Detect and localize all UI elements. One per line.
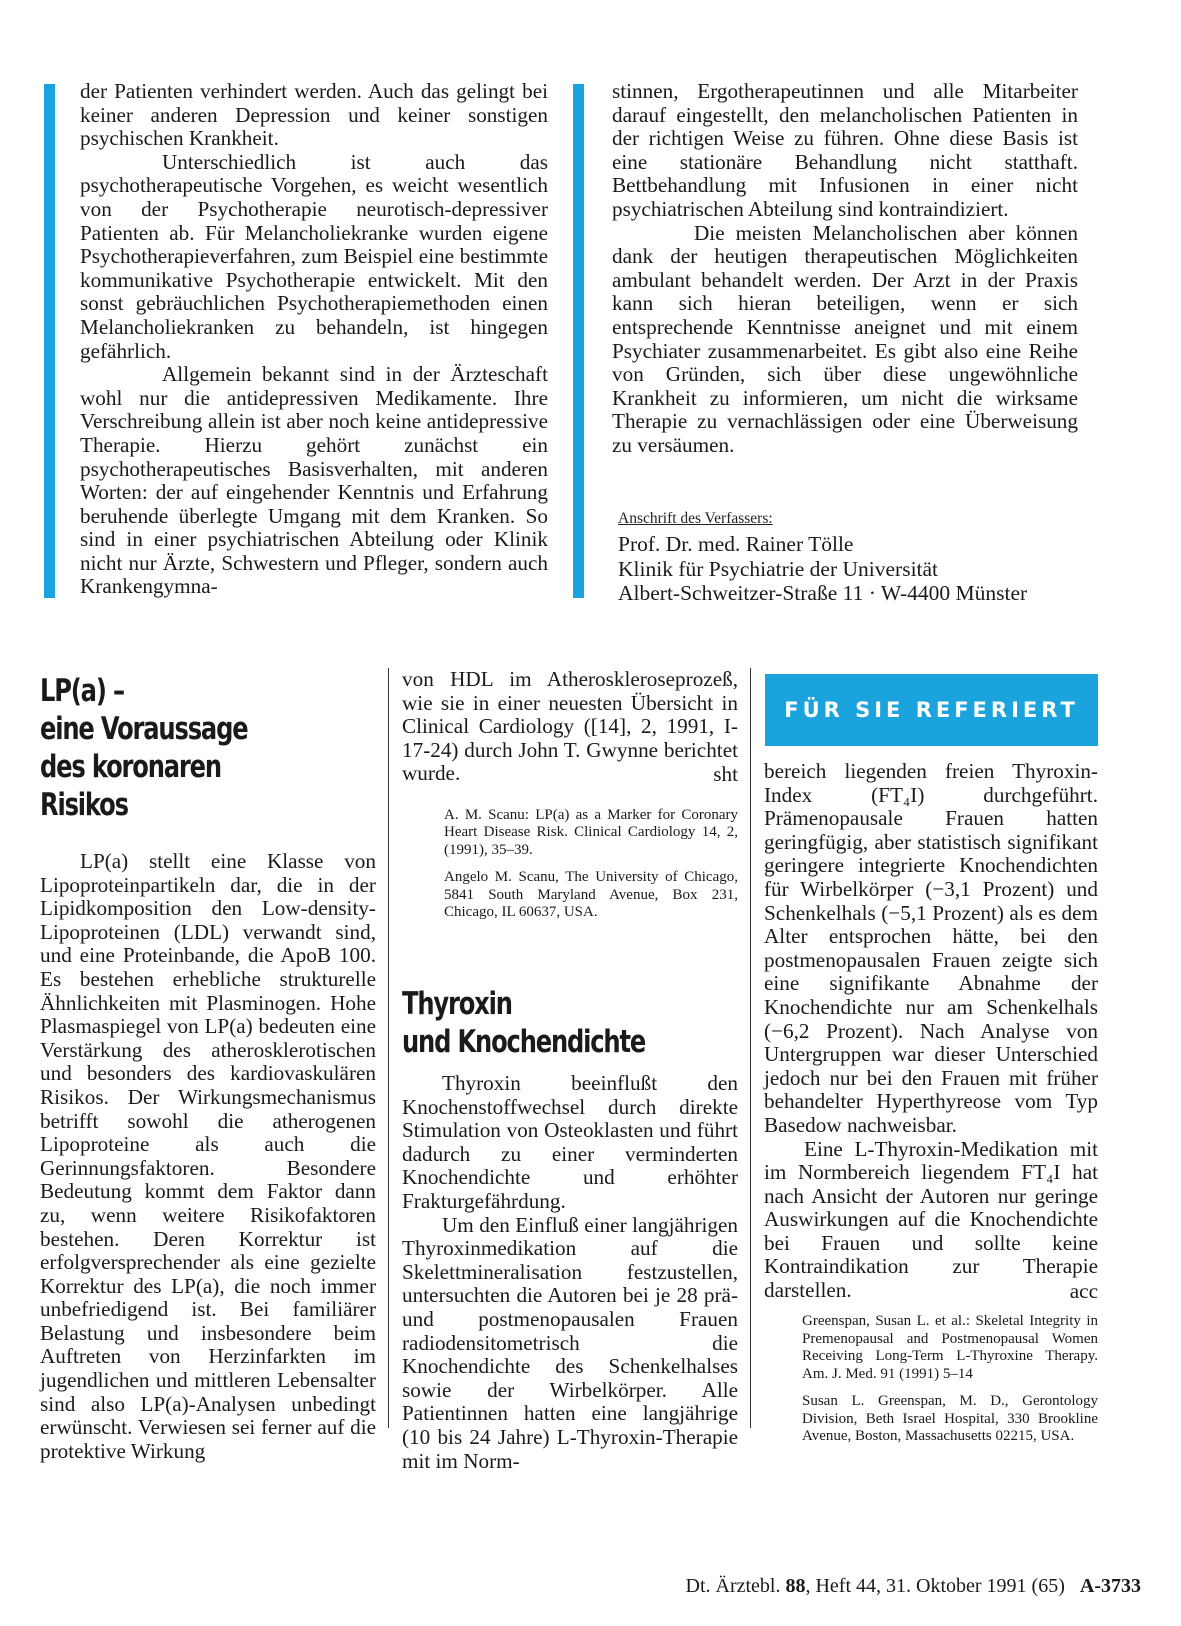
- accent-bar-left: [44, 84, 55, 598]
- reference: A. M. Scanu: LP(a) as a Marker for Coronary Heart Disease Risk. Clinical Cardiology 14, 2, (1991), 35–39.: [444, 806, 738, 858]
- paragraph: von HDL im Atheroskleroseprozeß, wie sie in einer neuesten Übersicht in Clinical Cardiology ([14], 2, 1991, I-17-24) durch John T. Gwynne berichtet wurde.: [402, 667, 738, 786]
- paragraph: Allgemein bekannt sind in der Ärzteschaft wohl nur die antidepressiven Medikamente. Ihre Verschreibung allein ist aber noch keine antidepressive Therapie. Hierzu gehört zunächst ein psychotherapeutisches Basisverhalten, mit anderen Worten: der auf eingehender Kenntnis und Erfahrung beruhende überlegte Umgang mit dem Kranken. So sind in einer psychiatrischen Abteilung oder Klinik nicht nur Ärzte, Schwestern und Pfleger, sondern auch Krankengymna-: [80, 362, 548, 599]
- journal-name: Dt. Ärztebl.: [685, 1575, 781, 1597]
- address-line: Klinik für Psychiatrie der Universität: [618, 556, 939, 581]
- paragraph: Die meisten Melancholischen aber können dank der heutigen therapeutischen Möglichkeiten ambulant behandelt werden. Der Arzt in der Praxis kann sich hieran beteiligen, wenn er sich entsprechende Kenntnisse aneignet und mit einem Psychiater zusammenarbeitet. Es gibt also eine Reihe von Gründen, sich über diese ungewöhnliche Krankheit zu informieren, um nicht die wirksame Therapie zu vernachlässigen oder eine Überweisung zu versäumen.: [612, 220, 1078, 457]
- paragraph: Um den Einfluß einer langjährigen Thyroxinmedikation auf die Skelettmineralisation festzustellen, untersuchten die Autoren bei je 28 prä- und postmenopausalen Frauen radiodensitometrisch die Knochendichte des Schenkelhalses sowie der Wirbelkörper. Alle Patientinnen hatten eine langjährige (10 bis 24 Jahre) L-Thyroxin-Therapie mit im Norm-: [402, 1212, 738, 1473]
- author-initials: acc: [1069, 1278, 1098, 1303]
- lpa-references: [402, 807, 738, 922]
- page-footer: [686, 1575, 1142, 1598]
- thyroxin-headline: [402, 985, 738, 1061]
- thyroxin-right-column: [764, 760, 1098, 1456]
- paragraph: der Patienten verhindert werden. Auch das gelingt bei keiner anderen Depression und keiner sonstigen psychischen Krankheit.: [80, 79, 548, 151]
- reference: Angelo M. Scanu, The University of Chicago, 5841 South Maryland Avenue, Box 231, Chicago, IL 60637, USA.: [444, 869, 738, 921]
- paragraph: LP(a) stellt eine Klasse von Lipoproteinpartikeln dar, die in der Lipidkomposition den Low-density-Lipoproteinen (LDL) verwandt sind, und eine Proteinbande, die ApoB 100. Es bestehen erhebliche strukturelle Ähnlichkeiten mit Plasminogen. Hohe Plasmaspiegel von LP(a) bedeuten eine Verstärkung des atherosklerotischen und besonders des kardiovaskulären Risikos. Der Wirkungsmechanismus betrifft sowohl die atherogenen Lipoproteine als auch die Gerinnungsfaktoren. Besondere Bedeutung kommt dem Faktor dann zu, wenn weitere Risikofaktoren bestehen. Deren Korrektur ist erfolgversprechender als eine gezielte Korrektur des LP(a), die noch immer unbefriedigend ist. Bei familiärer Belastung und insbesondere beim Auftreten von Herzinfarkten im jugendlichen und mittleren Lebensalter sind also LP(a)-Analysen unbedingt erwünscht. Verwiesen sei ferner auf die protektive Wirkung: [40, 849, 376, 1463]
- reference: Susan L. Greenspan, M. D., Gerontology Division, Beth Israel Hospital, 330 Brookline Avenue, Boston, Massachusetts 02215, USA.: [802, 1393, 1098, 1445]
- section-banner: [765, 674, 1098, 746]
- top-right-column: [612, 80, 1078, 458]
- paragraph: bereich liegenden freien Thyroxin-Index (FT₄I) durchgeführt. Prämenopausale Frauen hatten geringfügig, aber statistisch signifikant geringere integrierte Knochendichten für Wirbelkörper (−3,1 Prozent) und Schenkelhals (−5,1 Prozent) als es dem Alter entsprochen hätte, bei den postmenopausalen Frauen zeigte sich eine signifikante Abnahme der Knochendichte nur am Schenkelhals (−6,2 Prozent). Nach Analyse von Untergruppen war dieser Unterschied jedoch nur bei den Frauen mit früher behandelter Hyperthyreose vom Typ Basedow nachweisbar.: [764, 759, 1098, 1137]
- reference: Greenspan, Susan L. et al.: Skeletal Integrity in Premenopausal and Postmenopausal Women Receiving Long-Term L-Thyroxine Therapy. Am. J. Med. 91 (1991) 5–14: [802, 1313, 1098, 1382]
- thyroxin-body: [402, 1072, 738, 1473]
- author-initials: sht: [713, 761, 738, 786]
- journal-issue: , Heft 44, 31. Oktober 1991 (65): [805, 1575, 1065, 1597]
- top-left-column: [80, 80, 548, 599]
- paragraph: Eine L-Thyroxin-Medikation mit im Normbereich liegendem FT₄I hat nach Ansicht der Autoren nur geringe Auswirkungen auf die Knochendichte bei Frauen und sollte keine Kontraindikation zur Therapie darstellen.: [764, 1136, 1098, 1303]
- address-label: Anschrift des Verfassers:: [618, 510, 773, 527]
- article-title: LP(a) – eine Voraussage des koronaren Risikos: [40, 673, 248, 823]
- lpa-body: [40, 850, 376, 1463]
- address-line: Prof. Dr. med. Rainer Tölle: [618, 532, 854, 556]
- column-divider: [388, 668, 389, 1428]
- page-number: A-3733: [1079, 1575, 1141, 1597]
- accent-bar-right: [573, 84, 584, 598]
- column-divider: [750, 668, 751, 1428]
- article-title: Thyroxin und Knochendichte: [402, 986, 646, 1060]
- banner-label: FÜR SIE REFERIERT: [784, 698, 1079, 722]
- lpa-continuation: [402, 668, 738, 932]
- paragraph: Thyroxin beeinflußt den Knochenstoffwechsel durch direkte Stimulation von Osteoklasten und führt dadurch zu einer verminderten Knochendichte und erhöhter Frakturgefährdung.: [402, 1071, 738, 1213]
- thyroxin-references: [764, 1313, 1098, 1446]
- paragraph: stinnen, Ergotherapeutinnen und alle Mitarbeiter darauf eingestellt, den melancholischen Patienten in der richtigen Weise zu führen. Ohne diese Basis ist eine stationäre Behandlung nicht statthaft. Bettbehandlung mit Infusionen in einer nicht psychiatrischen Abteilung sind kontraindiziert.: [612, 79, 1078, 221]
- paragraph: Unterschiedlich ist auch das psychotherapeutische Vorgehen, es weicht wesentlich von der Psychotherapie neurotisch-depressiver Patienten ab. Für Melancholiekranke wurden eigene Psychotherapieverfahren, zum Beispiel eine bestimmte kommunikative Psychotherapie entwickelt. Mit den sonst gebräuchlichen Psychotherapiemethoden einen Melancholiekranken zu behandeln, ist hingegen gefährlich.: [80, 149, 548, 363]
- address-line: Albert-Schweitzer-Straße 11 · W-4400 Münster: [618, 581, 1028, 605]
- author-address: [618, 510, 1088, 606]
- journal-volume: 88: [785, 1575, 806, 1597]
- lpa-headline: [40, 672, 380, 824]
